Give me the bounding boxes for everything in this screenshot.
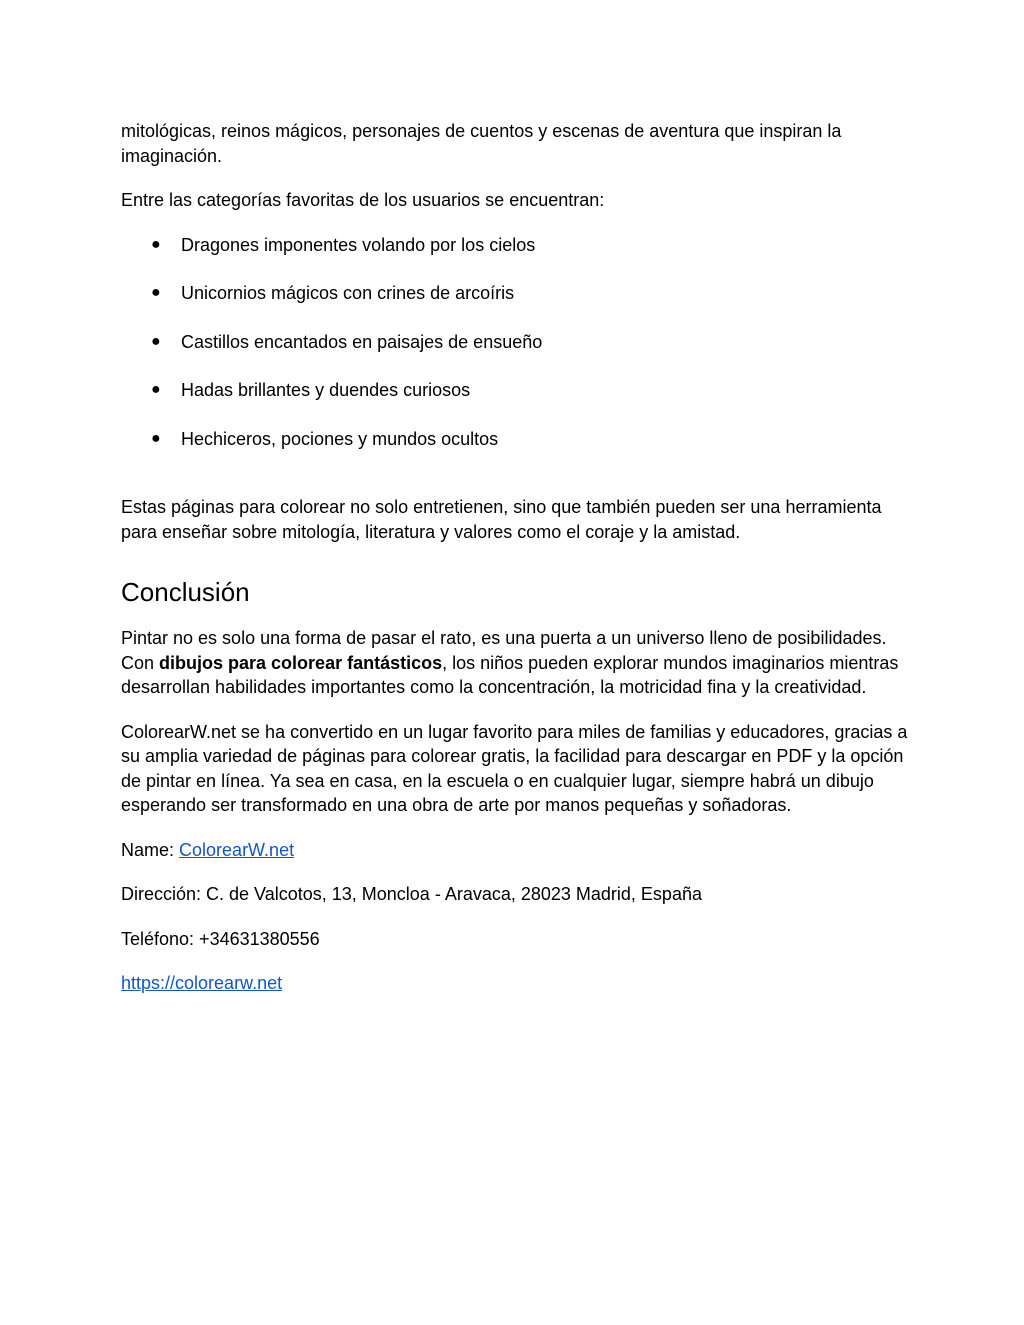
list-item-label: Hadas brillantes y duendes curiosos [181, 380, 471, 400]
list-item-label: Unicornios mágicos con crines de arcoíris [181, 283, 515, 303]
list-item-label: Dragones imponentes volando por los cielos [181, 234, 536, 255]
keyword-bold: dibujos para colorear fantásticos [159, 652, 443, 673]
list-item-label: Hechiceros, pociones y mundos ocultos [181, 428, 499, 449]
list-item [121, 427, 911, 452]
categories-intro: Entre las categorías favoritas de los usuarios se encuentran: [121, 190, 605, 210]
contact-url [121, 971, 911, 996]
conclusion-text-end: , los niños pueden explorar mundos imaginarios mientras desarrollan habilidades importantes como la concentración, la motricidad fina y la creatividad. [121, 652, 899, 697]
list-item [121, 281, 911, 306]
intro-paragraph: mitológicas, reinos mágicos, personajes de cuentos y escenas de aventura que inspiran la imaginación. [121, 121, 842, 166]
contact-address: Dirección: C. de Valcotos, 13, Moncloa - Aravaca, 28023 Madrid, España [121, 884, 702, 904]
name-label: Name: [121, 839, 180, 860]
list-item [121, 233, 911, 258]
bullet-icon: ● [151, 381, 161, 398]
conclusion-paragraph-1 [121, 626, 911, 700]
contact-phone: Teléfono: +34631380556 [121, 928, 320, 949]
conclusion-heading: Conclusión [121, 577, 250, 607]
after-list-paragraph: Estas páginas para colorear no solo entretienen, sino que también pueden ser una herramienta para enseñar sobre mitología, literatura y valores como el coraje y la amistad. [121, 497, 882, 542]
bullet-icon: ● [151, 284, 161, 301]
site-name-link[interactable]: ColorearW.net [179, 839, 295, 860]
categories-list [121, 233, 911, 452]
conclusion-paragraph-2: ColorearW.net se ha convertido en un lugar favorito para miles de familias y educadores, gracias a su amplia variedad de páginas para colorear gratis, la facilidad para descargar en PDF y la opción de pintar en línea. Ya sea en casa, en la escuela o en cualquier lugar, siempre habrá un dibujo esperando ser transformado en una obra de arte por manos pequeñas y soñadoras. [121, 721, 908, 815]
contact-name [121, 838, 911, 863]
list-item [121, 378, 911, 403]
bullet-icon: ● [151, 235, 161, 253]
bullet-icon: ● [151, 429, 161, 447]
list-item-label: Castillos encantados en paisajes de ensueño [181, 331, 543, 352]
bullet-icon: ● [151, 332, 161, 350]
list-item [121, 330, 911, 355]
document-page [121, 119, 911, 1016]
site-url-link[interactable]: https://colorearw.net [121, 973, 283, 993]
conclusion-text-start: Pintar no es solo una forma de pasar el rato, es una puerta a un universo lleno de posibilidades. Con [121, 628, 887, 673]
